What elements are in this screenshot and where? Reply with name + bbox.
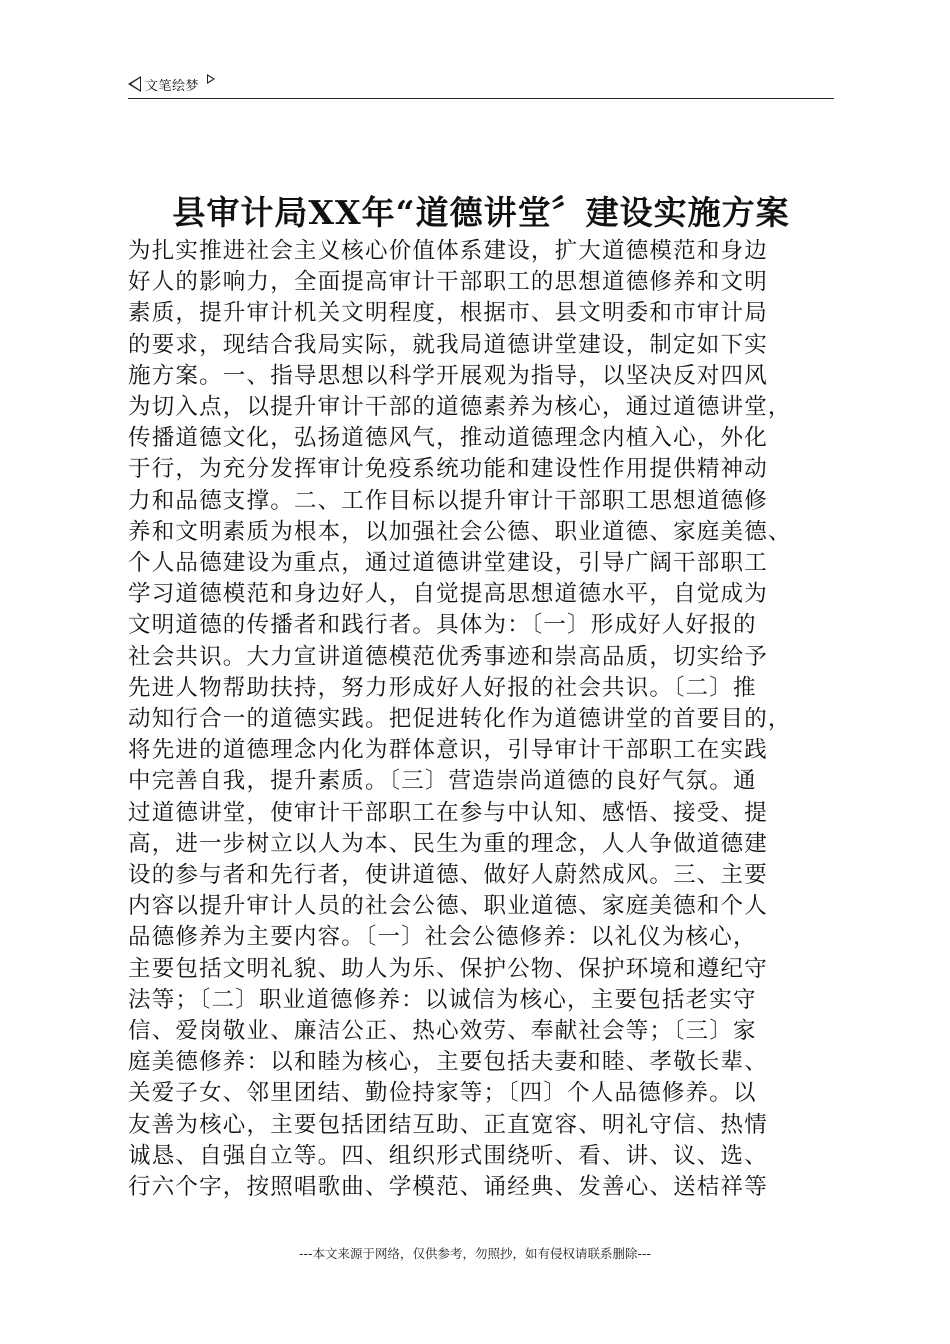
body-line: 品德修养为主要内容。〔一〕社会公德修养：以礼仪为核心， — [128, 924, 757, 951]
body-line: 内容以提升审计人员的社会公德、职业道德、家庭美德和个人 — [128, 893, 768, 920]
body-line: 传播道德文化，弘扬道德风气，推动道德理念内植入心，外化 — [128, 425, 768, 452]
body-line: 将先进的道德理念内化为群体意识，引导审计干部职工在实践 — [128, 737, 768, 764]
page-header — [128, 70, 834, 99]
body-line: 诚恳、自强自立等。四、组织形式围绕听、看、讲、议、选、 — [128, 1142, 768, 1169]
body-line: 个人品德建设为重点，通过道德讲堂建设，引导广阔干部职工 — [128, 550, 768, 577]
body-line: 素质，提升审计机关文明程度，根据市、县文明委和市审计局 — [128, 300, 768, 327]
body-line: 信、爱岗敬业、廉洁公正、热心效劳、奉献社会等；〔三〕家 — [128, 1018, 757, 1045]
header-brand: 文笔绘梦 — [145, 78, 200, 94]
body-line: 庭美德修养：以和睦为核心，主要包括夫妻和睦、孝敬长辈、 — [128, 1049, 768, 1076]
body-line: 施方案。一、指导思想以科学开展观为指导，以坚决反对四风 — [128, 362, 768, 389]
body-line: 力和品德支撑。二、工作目标以提升审计干部职工思想道德修 — [128, 487, 768, 514]
body-line: 为扎实推进社会主义核心价值体系建设，扩大道德模范和身边 — [128, 238, 768, 264]
body-line: 先进人物帮助扶持，努力形成好人好报的社会共识。〔二〕推 — [128, 674, 757, 701]
body-line: 的要求，现结合我局实际，就我局道德讲堂建设，制定如下实 — [128, 331, 768, 358]
body-line: 社会共识。大力宣讲道德模范优秀事迹和崇高品质，切实给予 — [128, 643, 768, 670]
body-line: 过道德讲堂，使审计干部职工在参与中认知、感悟、接受、提 — [128, 799, 768, 826]
document-body — [128, 236, 840, 1203]
body-line: 为切入点，以提升审计干部的道德素养为核心，通过道德讲堂， — [128, 394, 792, 421]
body-line: 养和文明素质为根本，以加强社会公德、职业道德、家庭美德、 — [128, 518, 792, 545]
body-line: 行六个字，按照唱歌曲、学模范、诵经典、发善心、送桔祥等 — [128, 1174, 768, 1201]
body-line: 好人的影响力，全面提高审计干部职工的思想道德修养和文明 — [128, 269, 768, 296]
body-line: 设的参与者和先行者，使讲道德、做好人蔚然成风。三、主要 — [128, 862, 768, 889]
body-line: 动知行合一的道德实践。把促进转化作为道德讲堂的首要目的， — [128, 706, 792, 733]
triangle-right-icon — [207, 74, 215, 84]
body-line: 法等；〔二〕职业道德修养：以诚信为核心，主要包括老实守 — [128, 986, 757, 1013]
body-line: 友善为核心，主要包括团结互助、正直宽容、明礼守信、热情 — [128, 1111, 768, 1138]
body-line: 中完善自我，提升素质。〔三〕营造崇尚道德的良好气氛。通 — [128, 768, 757, 795]
body-line: 关爱子女、邻里团结、勤俭持家等；〔四〕个人品德修养。以 — [128, 1080, 757, 1107]
body-line: 于行，为充分发挥审计免疫系统功能和建设性作用提供精神动 — [128, 456, 768, 483]
body-line: 主要包括文明礼貌、助人为乐、保护公物、保护环境和遵纪守 — [128, 955, 768, 982]
body-line: 文明道德的传播者和践行者。具体为：〔一〕形成好人好报的 — [128, 612, 757, 639]
triangle-left-icon — [128, 76, 141, 92]
document-title: 县审计局XX年“道德讲堂〞建设实施方案 — [172, 193, 790, 232]
body-line: 高，进一步树立以人为本、民生为重的理念，人人争做道德建 — [128, 830, 768, 857]
body-line: 学习道德模范和身边好人，自觉提高思想道德水平，自觉成为 — [128, 581, 768, 608]
footer-disclaimer: ---本文来源于网络，仅供参考，勿照抄，如有侵权请联系删除--- — [298, 1246, 652, 1261]
